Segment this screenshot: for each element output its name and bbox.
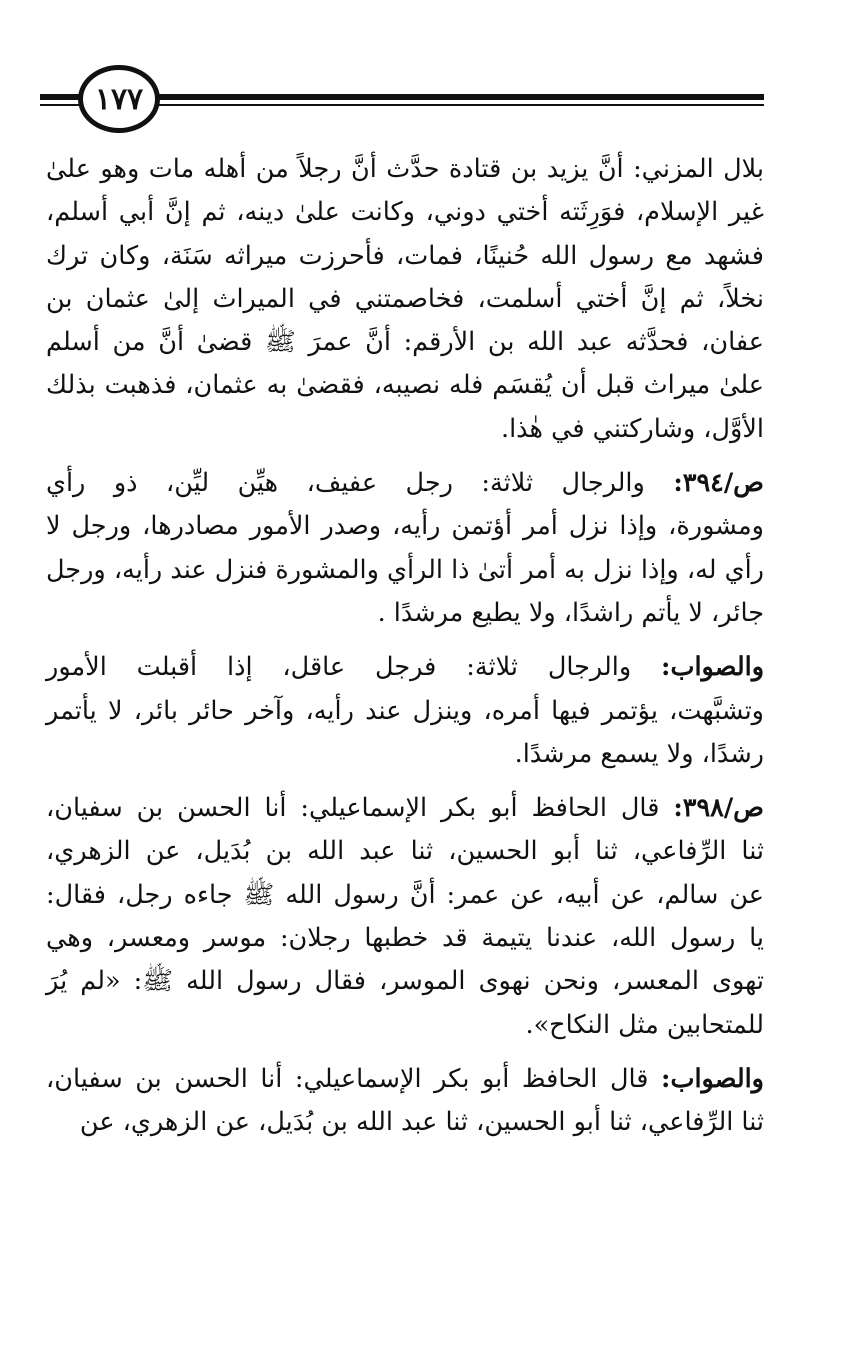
line-text: رأي له، وإذا نزل به أمر أتىٰ ذا الرأي والمشورة فنزل عند رأيه، ورجل [46,554,764,585]
line-text: وتشبَّهت، يؤتمر فيها أمره، وينزل عند رأيه، وآخر حائر بائر، لا يأتمر [46,695,764,726]
text-line [46,1101,764,1144]
text-line [46,1004,764,1047]
line-text: ثنا الرِّفاعي، ثنا أبو الحسين، ثنا عبد الله بن بُدَيل، عن الزهري، عن [79,1107,764,1138]
paragraph-lead: ص/٣٩٨: [673,793,764,824]
line-text: غير الإسلام، فوَرِثَته أختي دوني، وكانت علىٰ دينه، ثم إنَّ أبي أسلم، [46,197,764,228]
paragraph-lead: والصواب: [661,1063,764,1094]
text-line [46,1058,764,1101]
paragraph [46,1058,764,1145]
text-line [46,830,764,873]
text-line [46,321,764,364]
line-text: ثنا الرِّفاعي، ثنا أبو الحسين، ثنا عبد الله بن بُدَيل، عن الزهري، [46,836,764,867]
text-line [46,787,764,830]
page-number: ١٧٧ [78,65,160,133]
line-text: قال الحافظ أبو بكر الإسماعيلي: أنا الحسن بن سفيان، [46,793,660,824]
paragraph [46,646,764,776]
line-text: جائر، لا يأتم راشدًا، ولا يطيع مرشدًا . [377,597,764,628]
line-text: بلال المزني: أنَّ يزيد بن قتادة حدَّث أنَّ رجلاً من أهله مات وهو علىٰ [46,154,764,184]
paragraph [46,462,764,635]
text-line [46,408,764,451]
paragraph [46,148,764,451]
text-line [46,364,764,407]
text-line [46,191,764,234]
line-text: للمتحابين مثل النكاح». [525,1009,764,1040]
line-text: عفان، فحدَّثه عبد الله بن الأرقم: أنَّ عمرَ ﷺ قضىٰ أنَّ من أسلم [46,327,764,358]
text-line [46,733,764,776]
paragraph [46,787,764,1047]
text-line [46,960,764,1003]
text-line [46,874,764,917]
text-line [46,278,764,321]
line-text: رشدًا، ولا يسمع مرشدًا. [514,738,764,769]
text-line [46,917,764,960]
text-line [46,235,764,278]
line-text: ومشورة، وإذا نزل أمر أؤتمن رأيه، وصدر الأمور مصادرها، ورجل لا [46,511,764,542]
page-body [46,148,764,1156]
line-text: والرجال ثلاثة: فرجل عاقل، إذا أقبلت الأمور [46,652,632,683]
line-text: فشهد مع رسول الله حُنينًا، فمات، فأحرزت ميراثه سَنَة، وكان ترك [46,240,764,271]
line-text: نخلاً، ثم إنَّ أختي أسلمت، فخاصمتني في الميراث إلىٰ عثمان بن [46,283,764,314]
text-line [46,505,764,548]
text-line [46,690,764,733]
line-text: علىٰ ميراث قبل أن يُقسَم فله نصيبه، فقضىٰ به عثمان، فذهبت بذلك [46,370,764,401]
text-line [46,646,764,689]
text-line [46,592,764,635]
line-text: قال الحافظ أبو بكر الإسماعيلي: أنا الحسن بن سفيان، [46,1063,649,1094]
page-header [0,0,855,150]
line-text: عن سالم، عن أبيه، عن عمر: أنَّ رسول الله ﷺ جاءه رجل، فقال: [46,879,764,910]
text-line [46,549,764,592]
paragraph-lead: والصواب: [661,652,765,683]
text-line [46,148,764,191]
text-line [46,462,764,505]
paragraph-lead: ص/٣٩٤: [673,468,764,499]
line-text: والرجال ثلاثة: رجل عفيف، هيِّن ليِّن، ذو رأي [46,468,645,499]
line-text: تهوى المعسر، ونحن نهوى الموسر، فقال رسول الله ﷺ: «لم يُرَ [46,966,764,997]
line-text: يا رسول الله، عندنا يتيمة قد خطبها رجلان: موسر ومعسر، وهي [46,923,764,954]
line-text: الأوَّل، وشاركتني في هٰذا. [500,413,764,444]
